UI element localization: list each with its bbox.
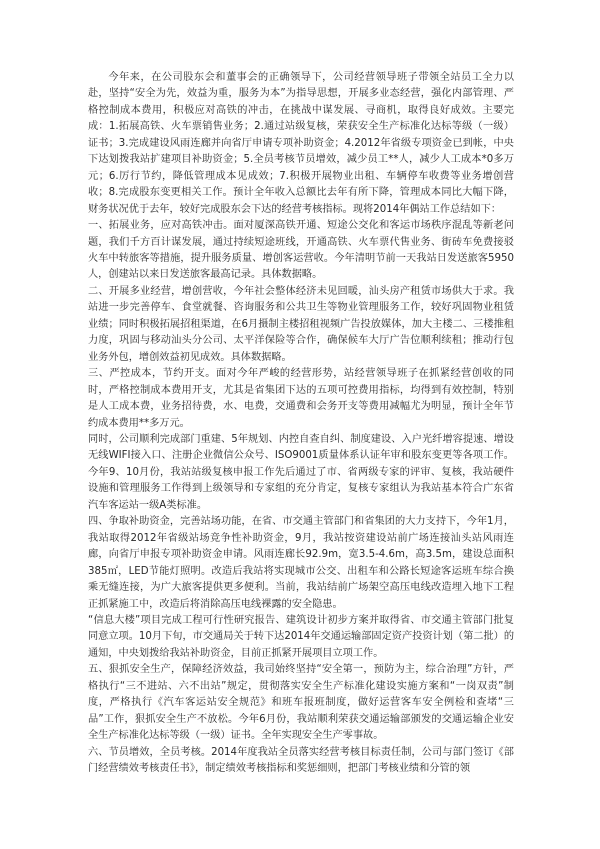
section-6-paragraph: 六、节员增效，全员考核。2014年度我站全员落实经营考核目标责任制，公司与部门签订《部门经营绩效考核责任书》，制定绩效考核指标和奖惩细则，把部门考核业绩和分管的领 bbox=[88, 746, 514, 775]
section-4-paragraph: 四、争取补助资金，完善站场功能，在省、市交通主管部门和省集团的大力支持下，今年1月，我站取得2012年省级站场竞争性补助资金，9月，我站按资建设站前广场连接汕头站风雨连廊，向省厅申报专项补助资金申请。风雨连廊长92.9m，宽3.5-4.6m，高3.5m，建设总面积385㎡，LED节能灯照明。改造后我站将实现城市公交、出租车和公路长短途客运班车综合换乘无缝连接，为广大旅客提供更多便利。当前，我站结前广场架空高压电线改造埋入地下工程正抓紧施工中，改造后将消除高压电线裸露的安全隐患。 bbox=[88, 516, 514, 610]
section-1-paragraph: 一、拓展业务，应对高铁冲击。面对厦深高铁开通、短途公交化和客运市场秩序混乱等新老问题，我们千方百计谋发展，通过持续短途班线，开通高铁、火车票代售业务、街砖车免费接驳火车中转旅客等措施，提升服务质量、增创客运营收。今年清明节前一天我站日发送旅客5950人，创建站以来日发送旅客最高记录。具体数据略。 bbox=[88, 220, 514, 281]
section-4-continued-paragraph: “信息大楼”项目完成工程可行性研究报告、建筑设计初步方案并取得省、市交通主管部门批复同意立项。10月下旬，市交通局关于转下达2014年交通运输部固定资产投资计划（第二批）的通知，中央划拨给我站补助资金，目前正抓紧开展项目立项工作。 bbox=[88, 614, 515, 659]
intro-paragraph: 今年来，在公司股东会和董事会的正确领导下，公司经营领导班子带领全站员工全力以赴，坚持“安全为先，效益为重，服务为本”为指导思想，开展多业态经营，强化内部管理、严格控制成本费用，积极应对高铁的冲击，在挑战中谋发展、寻商机，取得良好成效。主要完成：1.拓展高铁、火车票销售业务；2.通过站级复核，荣获安全生产标准化达标等级（一级）证书；3.完成建设风雨连廊并向省厅申请专项补助资金；4.2012年省级专项资金已到帐，中央下达划拨我站扩建项目补助资金；5.全员考核节员增效，减少员工**人，减少人工成本*0多万元；6.厉行节约，降低管理成本见成效；7.积极开展物业出租、车辆停车收费等业务增创营收；8.完成股东变更相关工作。预计全年收入总额比去年有所下降，管理成本同比大幅下降，财务状况优于去年，较好完成股东会下达的经营考核指标。现将2014年偶站工作总结如下： bbox=[88, 72, 514, 215]
section-3-paragraph: 三、严控成本，节约开支。面对今年严峻的经营形势，站经营领导班子在抓紧经营创收的同时，严格控制成本费用开支，尤其是省集团下达的五项可控费用指标，均得到有效控制，特别是人工成本费，业务招待费，水、电费，交通费和会务开支等费用减幅尤为明显，预计全年节约成本费用**多万元。 bbox=[88, 368, 514, 429]
section-2-paragraph: 二、开展多业经营，增创营收，今年社会整体经济未见回暖，汕头房产租赁市场供大于求。我站进一步完善停车、食堂就餐、咨询服务和公共卫生等物业管理服务工作，较好巩固物业租赁业绩；同时积极拓展招租渠道，在6月摄制主楼招租视频广告投放媒体，加大主楼二、三楼推租力度，巩固与移动汕头分公司、太平洋保险等合作，确保候车大厅广告位顺利续租；推动行包业务外包，增创效益初见成效。具体数据略。 bbox=[88, 285, 514, 363]
section-3-continued-paragraph: 同时，公司顺利完成部门重建、5年规划、内控自查自纠、制度建设、入户光纤增容提速、增设无线WIFI接入口、注册企业微信公众号、ISO9001质量体系认证年审和股东变更等各项工作。今年9、10月份，我站站级复核申报工作先后通过了市、省两级专家的评审、复核，我站硬件设施和管理服务工作得到上级领导和专家组的充分肯定，复核专家组认为我站基本符合广东省汽车客运站一级A类标准。 bbox=[88, 433, 514, 511]
section-5-paragraph: 五、狠抓安全生产，保障经济效益，我司始终坚持“安全第一，预防为主，综合治理”方针，严格执行“三不进站、六不出站”规定，贯彻落实安全生产标准化建设实施方案和“一岗双责”制度，严格执行《汽车客运站安全规范》和班车报班制度，做好运营客车安全例检和查堵“三品”工作，狠抓安全生产不放松。今年6月份，我站顺利荣获交通运输部颁发的交通运输企业安全生产标准化达标等级（一级）证书。全年实现安全生产零事故。 bbox=[88, 664, 514, 742]
document-body bbox=[88, 70, 514, 777]
